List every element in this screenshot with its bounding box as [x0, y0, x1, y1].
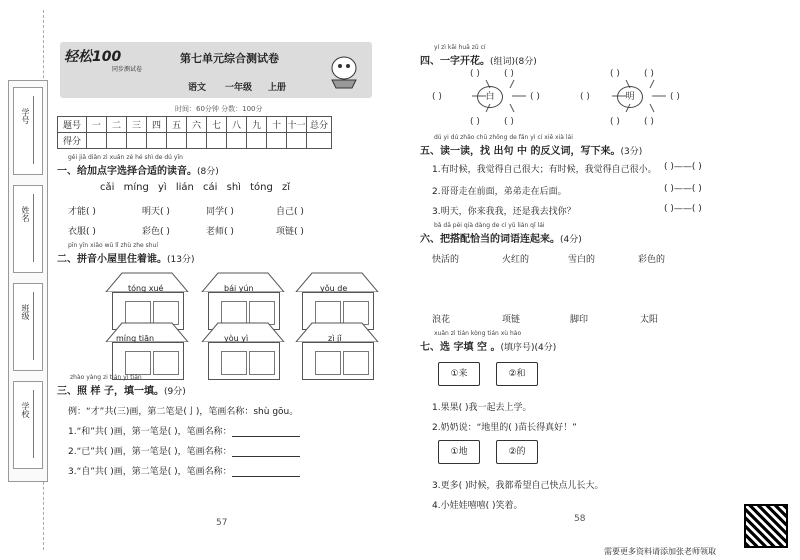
- answer-grid[interactable]: [315, 351, 341, 375]
- q1-item[interactable]: 彩色( ): [142, 227, 170, 237]
- q1-options: cǎi míng yì lián cái shì tóng zǐ: [100, 182, 291, 193]
- q6-top-word[interactable]: 快活的: [432, 255, 460, 265]
- q1-item[interactable]: 老师( ): [206, 227, 234, 237]
- term-label: 上册: [268, 83, 287, 93]
- svg-text:( ): ( ): [670, 92, 680, 102]
- q1-item[interactable]: 才能( ): [68, 207, 96, 217]
- q1-item[interactable]: 同学( ): [206, 207, 234, 217]
- q2-pinyin: pīn yīn xiǎo wū lǐ zhù zhe shuí: [68, 242, 159, 249]
- pinyin-house: yòu yì: [200, 320, 286, 378]
- q5-item: 3.明天，你来我我，还是我去找你？: [432, 207, 576, 217]
- q6-bottom-word[interactable]: 浪花: [432, 315, 451, 325]
- score-table: [57, 116, 332, 149]
- q7-item[interactable]: 2.奶奶说：“地里的( )苗长得真好！”: [432, 423, 577, 433]
- svg-text:( ): ( ): [644, 69, 654, 79]
- q1-item[interactable]: 自己( ): [276, 207, 304, 217]
- qr-code[interactable]: [744, 504, 788, 548]
- pinyin-house: tóng xué: [104, 270, 190, 328]
- answer-grid[interactable]: [221, 351, 247, 375]
- q6-bottom-word[interactable]: 项链: [502, 315, 521, 325]
- q7-title: 七、选 字填 空 。(填序号)(4分): [420, 342, 557, 353]
- q3-item[interactable]: 3.“自”共( )画，第二笔是( )，笔画名称：: [68, 464, 300, 477]
- school-slot: 学校: [13, 381, 43, 469]
- page-number-left: 57: [216, 518, 228, 528]
- pinyin-house: bái yún: [200, 270, 286, 328]
- svg-text:( ): ( ): [504, 117, 514, 127]
- q3-title: 三、照 样 子，填一填。(9分): [57, 386, 186, 397]
- q4-title: 四、一字开花。(组词)(8分): [420, 56, 537, 67]
- svg-text:( ): ( ): [530, 92, 540, 102]
- center-char-bright: 明: [617, 86, 643, 108]
- q6-top-word[interactable]: 雪白的: [568, 255, 596, 265]
- q6-pinyin: bǎ dā pèi qià dàng de cí yǔ lián qǐ lái: [434, 222, 545, 229]
- pinyin-house: zì jǐ: [294, 320, 380, 378]
- svg-text:( ): ( ): [610, 117, 620, 127]
- pinyin-house: yǒu de: [294, 270, 380, 328]
- answer-grid[interactable]: [343, 351, 369, 375]
- q2-title: 二、拼音小屋里住着谁。(13分): [57, 254, 195, 265]
- q1-item[interactable]: 衣服( ): [68, 227, 96, 237]
- svg-text:( ): ( ): [610, 69, 620, 79]
- q1-title: 一、给加点字选择合适的读音。(8分): [57, 166, 219, 177]
- q5-answer[interactable]: ( )——( ): [664, 162, 702, 172]
- grade-label: 一年级: [225, 83, 253, 93]
- svg-text:( ): ( ): [470, 117, 480, 127]
- q6-bottom-word[interactable]: 太阳: [640, 315, 659, 325]
- q5-item: 1.有时候，我觉得自己很大；有时候，我觉得自己很小。: [432, 165, 657, 175]
- q3-item[interactable]: 1.“和”共( )画，第一笔是( )，笔画名称：: [68, 424, 300, 437]
- pinyin-house: míng tiān: [104, 320, 190, 378]
- q6-title: 六、把搭配恰当的词语连起来。(4分): [420, 234, 582, 245]
- page-number-right: 58: [574, 514, 586, 524]
- choice-card: ①地: [438, 440, 480, 464]
- q7-item[interactable]: 4.小娃娃嘻嘻( )笑着。: [432, 501, 523, 511]
- svg-text:( ): ( ): [432, 92, 442, 102]
- choice-card: ①来: [438, 362, 480, 386]
- q5-answer[interactable]: ( )——( ): [664, 204, 702, 214]
- word-flower-diagram: [430, 66, 700, 130]
- q5-pinyin: dú yi dú zhǎo chū zhōng de fǎn yì cí xiě xià lái: [434, 134, 573, 141]
- q6-bottom-word[interactable]: 脚印: [570, 315, 589, 325]
- page-title: 第七单元综合测试卷: [180, 52, 279, 65]
- q5-title: 五、读一读，找 出句 中 的反义词，写下来。(3分): [420, 146, 643, 157]
- q7-item[interactable]: 1.果果( )我一起去上学。: [432, 403, 532, 413]
- score-header-row: 题号 一 二 三 四 五 六 七 八 九 十 十一 总分: [58, 117, 332, 133]
- exam-meta: 时间：60分钟 分数：100分: [175, 105, 263, 113]
- answer-grid[interactable]: [153, 351, 179, 375]
- q4-pinyin: yí zì kāi huā zǔ cí: [434, 44, 486, 51]
- q1-item[interactable]: 明天( ): [142, 207, 170, 217]
- q5-answer[interactable]: ( )——( ): [664, 184, 702, 194]
- svg-text:( ): ( ): [504, 69, 514, 79]
- answer-grid[interactable]: [125, 351, 151, 375]
- q7-pinyin: xuǎn zì tián kòng tián xù hào: [434, 330, 522, 337]
- q1-item[interactable]: 项链( ): [276, 227, 304, 237]
- class-slot: 班级: [13, 283, 43, 371]
- subject-label: 语文: [188, 83, 207, 93]
- choice-card: ②的: [496, 440, 538, 464]
- svg-text:( ): ( ): [470, 69, 480, 79]
- footer-note: 需要更多资料请添加张老师领取: [604, 547, 716, 556]
- svg-text:( ): ( ): [580, 92, 590, 102]
- mascot-illustration: [322, 50, 366, 90]
- name-slot: 姓名: [13, 185, 43, 273]
- q5-item: 2.哥哥走在前面，弟弟走在后面。: [432, 187, 567, 197]
- q3-pinyin: zhào yàng zi tián yì tián: [70, 374, 142, 381]
- student-id-slot: 学号: [13, 87, 43, 175]
- choice-card: ②和: [496, 362, 538, 386]
- binding-strip: [8, 80, 48, 482]
- center-char-white: 白: [477, 86, 503, 108]
- brand-subtitle: 同步测试卷: [112, 66, 143, 73]
- q6-top-word[interactable]: 火红的: [502, 255, 530, 265]
- score-row: 得分: [58, 133, 332, 149]
- q3-example: 例：“才”共(三)画，第二笔是(亅)，笔画名称：shù gōu。: [68, 407, 299, 417]
- svg-text:( ): ( ): [644, 117, 654, 127]
- q3-item[interactable]: 2.“已”共( )画，第一笔是( )，笔画名称：: [68, 444, 300, 457]
- brand-logo: 轻松100: [64, 49, 122, 65]
- q6-top-word[interactable]: 彩色的: [638, 255, 666, 265]
- q7-item[interactable]: 3.更多( )时候，我都希望自己快点儿长大。: [432, 481, 604, 491]
- q1-pinyin: gěi jiā diǎn zì xuǎn zé hé shì de dú yīn: [68, 154, 183, 161]
- answer-grid[interactable]: [249, 351, 275, 375]
